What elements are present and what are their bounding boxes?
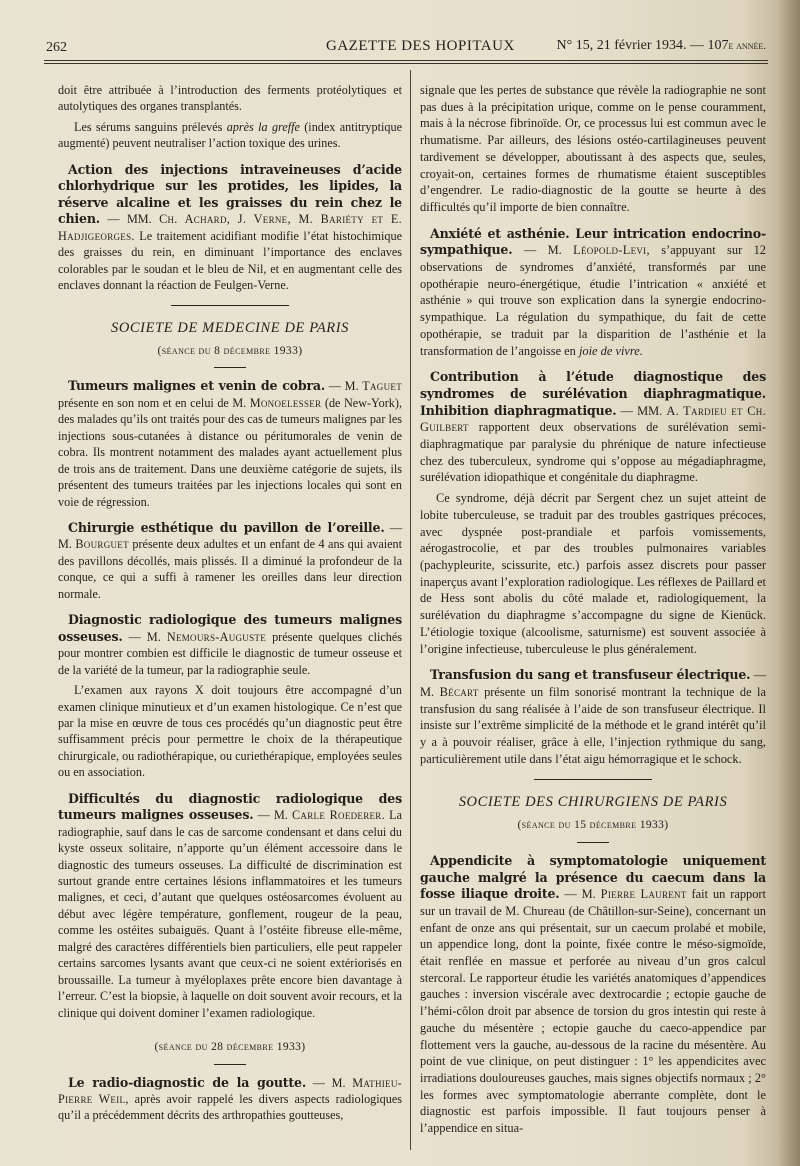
entry-author: Bourguet [75,537,129,552]
entry-title: Anxiété et asthénie. Leur intrication endocrino-sympathique. [420,225,766,258]
section-short-rule [577,842,609,843]
page-spine-shadow [778,0,800,1166]
entry-author: Bécart [439,684,479,699]
entry-author: Pierre Laurent [600,887,687,902]
section-rule [171,305,289,306]
society-section-heading [420,779,766,842]
session-date: (séance du 8 décembre 1933) [157,344,303,357]
abstract-entry: Tumeurs malignes et venin de cobra. — M. Taguet présente en son nom et en celui de M. Monoelesser (de New-York), des malades qu’ils ont traités pour des cas de tumeurs malignes par les injections sous-cutanées à distance ou péritumorales de venin de cobra. Ils montrent notamment des malades ayant actuellement plus de trois ans de traitement. Dans une deuxième catégorie de sujets, ils présentent des tumeurs traitées par les injections locales qui sont en voie de régression. [58,378,402,509]
right-column [420,82,766,1141]
column-divider [410,70,411,1150]
entry-title: Difficultés du diagnostic radiologique des tumeurs malignes osseuses. [58,790,402,823]
entry-title: Tumeurs malignes et venin de cobra. [68,378,326,394]
paragraph: doit être attribuée à l’introduction des ferments protéolytiques et autolytiques des organes transplantés. [58,83,402,114]
abstract-entry: Transfusion du sang et transfuseur électrique. — M. Bécart présente un film sonorisé montrant la technique de la transfusion du sang réalisée à l’aide de son transfuseur électrique. Il insiste sur l’extrême simplicité de la méthode et le grand intérêt qu’il y a à pouvoir réaliser, grâce à elle, l’injection rythmique du sang, particulièrement utile dans l’état aigu hémorragique et le schock. [420,667,766,766]
paragraph: Ce syndrome, déjà décrit par Sergent chez un sujet atteint de lobite tuberculeuse, se traduit par des troubles gastriques précoces, avec dyspnée post-prandiale et parfois vomissements, aérogastrocolie, et par des troubles pulmonaires variables (pachypleurite, scissurite, etc.) parfois assez discrets pour passer inaperçus avant l’exploration radiologique. Les réflexes de Paillard et de Hess sont abolis du côté malade et, radiologiquement, la surélévation du diaphragme s’accompagne du signe de Kienück. L’étiologie toxique (alcoolisme, saturnisme) est souvent associée à l’origine infectieuse, tuberculeuse le plus généralement. [420,491,766,656]
entry-author: Mathieu-Pierre Weil, [58,1075,402,1107]
entry-title: Diagnostic radiologique des tumeurs malignes osseuses. [58,612,402,644]
journal-title: GAZETTE DES HOPITAUX [326,38,515,54]
society-name: SOCIETE DE MEDECINE DE PARIS [110,320,350,337]
entry-author: Carle Roederer. [292,808,385,823]
abstract-entry: Anxiété et asthénie. Leur intrication endocrino-sympathique. — M. Léopold-Levi, s’appuyant sur 12 observations de syndromes d’anxiété, transformés par une opothérapie neuro-énergétique, étudie l’intrication « anxiété et asthénie » qui trouve son explication dans la synergie endocrino-sympathique. La régulation du sympathique, du fait de cette opothérapie, se traduit par la disparition de l’asthénie et la transformation de l’angoisse en joie de vivre. [420,225,766,358]
abstract-entry: Appendicite à symptomatologie uniquement gauche malgré la présence du caecum dans la fosse iliaque droite. — M. Pierre Laurent fait un rapport sur un travail de M. Chureau (de Châtillon-sur-Seine), concernant un enfant de onze ans qui présentait, sur un caecum prolabé et mobile, un appendice long, dont la pointe, fixée contre le méso-sigmoïde, était renflée en massue et perforée au niveau d’un gros calcul stercoral. Le rapporteur étudie les variétés anatomiques d’appendices gauches : inversion viscérale avec dextrocardie ; ectopie gauche de l’hémi-côlon droit par absence de torsion du gros intestin qui reste à gauche du mésentère ; ectopie gauche du caeco-appendice par flottement vers la gauche, au-dessous de la racine du mésentère. Au point de vue clinique, on peut distinguer : 1° les appendicites avec irradiations douloureuses gauches, mais signes objectifs normaux ; 2° les formes avec symptomatologie aberrante complète, dont le diagnostic est parfois impossible. Il faut toujours penser à l’appendice en situa- [420,852,766,1136]
issue-line: N° 15, 21 février 1934. — 107e année. [556,38,766,53]
entry-title: Chirurgie esthétique du pavillon de l’oreille. [68,519,385,535]
paragraph: L’examen aux rayons X doit toujours être accompagné d’un examen clinique minutieux et d’un examen histologique. Ce n’est que par la mise en œuvre de tous ces procédés qu’un diagnostic peut être suffisamment précis pour permettre le choix de la thérapeutique chirurgicale, ou radiothérapique, ou curiethérapique, employées seules ou en association. [58,683,402,780]
abstract-entry: Action des injections intraveineuses d’acide chlorhydrique sur les protides, les lipides, la réserve alcaline et les graisses du rein chez le chien. — MM. Ch. Achard, J. Verne, M. Bariéty et E. Hadjigeorges. Le traitement acidifiant modifie l’état histochimique des graisses du rein, en diminuant l’importance des enclaves colorables par le soudan et le bleu de Nil, et en augmentant celle des enclaves donnant la réaction de Feulgen-Verne. [58,161,402,292]
entry-title: Contribution à l’étude diagnostique des syndromes de surélévation diaphragmatique. Inhibition diaphragmatique. [420,369,766,418]
session-date: (séance du 15 décembre 1933) [517,819,669,832]
abstract-entry: Difficultés du diagnostic radiologique des tumeurs malignes osseuses. — M. Carle Roederer. La radiographie, sauf dans le cas de sarcome condensant et dans celui du kyste osseux solitaire, n’apporte qu’un élément accessoire dans le diagnostic des tumeurs osseuses. La difficulté de discrimination est surtout grande entre certaines lésions inflammatoires et les tumeurs malignes, et ceci, d’autant que quelques ostéosarcomes évoluent au début avec légère température, gonflement, rougeur de la peau, comme les ostéites subaiguës. Quant à l’ostéite fibreuse elle-même, malgré des caractères différentiels bien particuliers, elle peut rappeler certains sarcomes lysants avant que ceux-ci ne soient extériorisés en broussaille. La tumeur à myéloplaxes prête encore bien davantage à l’erreur. C’est la biopsie, à laquelle on doit souvent avoir recours, et la clinique qui doivent dominer l’examen radiologique. [58,790,402,1020]
paragraph: Les sérums sanguins prélevés après la greffe (index antitryptique augmenté) peuvent neutraliser l’action toxique des urines. [58,119,402,151]
entry-title: Appendicite à symptomatologie uniquement gauche malgré la présence du caecum dans la fosse iliaque droite. [420,852,766,902]
section-short-rule [214,1064,246,1065]
page-number: 262 [46,40,67,55]
section-short-rule [214,367,246,368]
entry-title: Le radio-diagnostic de la goutte. [68,1074,307,1090]
entry-author: Nemours-Auguste [166,629,267,644]
entry-author: Léopold-Levi, [573,243,650,258]
entry-title: Action des injections intraveineuses d’acide chlorhydrique sur les protides, les lipides, la réserve alcaline et les graisses du rein chez le chien. [58,161,402,227]
abstract-entry: Chirurgie esthétique du pavillon de l’oreille. — M. Bourguet présente deux adultes et un enfant de 4 ans qui avaient des pavillons décollés, mais plissés. Il a diminué la profondeur de la conque, ce qui a suffi à ramener les oreilles dans leur direction normale. [58,519,403,601]
abstract-entry: Le radio-diagnostic de la goutte. — M. Mathieu-Pierre Weil, après avoir rappelé les divers aspects radiologiques qu’il a précédemment décrits des arthropathies goutteuses, [58,1074,402,1123]
paragraph: signale que les pertes de substance que révèle la radiographie ne sont pas dues à la précipitation urique, comme on le pense couramment, mais à la nécrose fibrinoïde. Or, ce processus lui est commun avec le rhumatisme. Par ailleurs, des lésions ostéo-cartilagineuses peuvent tardivement se développer, aboutissant à des aspects que, seules, croyait-on, certaines formes de rhumatisme étaient susceptibles d’engendrer. Le radio-diagnostic de la goutte se heurte à des difficultés qu’il importe de bien connaître. [420,83,766,214]
header-rule-secondary [44,63,768,64]
session-heading [58,1039,402,1064]
session-date: (séance du 28 décembre 1933) [154,1041,306,1054]
entry-author: Monoelesser [249,395,322,410]
entry-authors: A. Tardieu et Ch. Guilbert [420,403,766,435]
header-rule [44,60,768,61]
entry-authors: Ch. Achard, J. Verne, M. Bariéty et E. Hadjigeorges. [58,212,402,243]
section-rule [534,779,652,780]
society-name: SOCIETE DES CHIRURGIENS DE PARIS [458,794,728,811]
entry-author: Taguet [362,379,402,394]
running-header [46,36,766,58]
abstract-entry: Contribution à l’étude diagnostique des syndromes de surélévation diaphragmatique. Inhibition diaphragmatique. — MM. A. Tardieu et Ch. Guilbert rapportent deux observations de surélévation semi-diaphragmatique par paralysie du phrénique de nature infectieuse chez des tuberculeux, syndrome qui s’oppose au mégadiaphragme, surélévation idiopathique et congénitale du diaphragme. [420,369,766,485]
left-column [58,82,402,1128]
entry-title: Transfusion du sang et transfuseur électrique. [430,667,751,683]
society-section-heading [58,305,402,368]
abstract-entry: Diagnostic radiologique des tumeurs malignes osseuses. — M. Nemours-Auguste présente quelques clichés pour montrer combien est difficile le diagnostic de tumeur osseuse et de la variété de la tumeur, par la radiographie seule. [58,612,403,677]
